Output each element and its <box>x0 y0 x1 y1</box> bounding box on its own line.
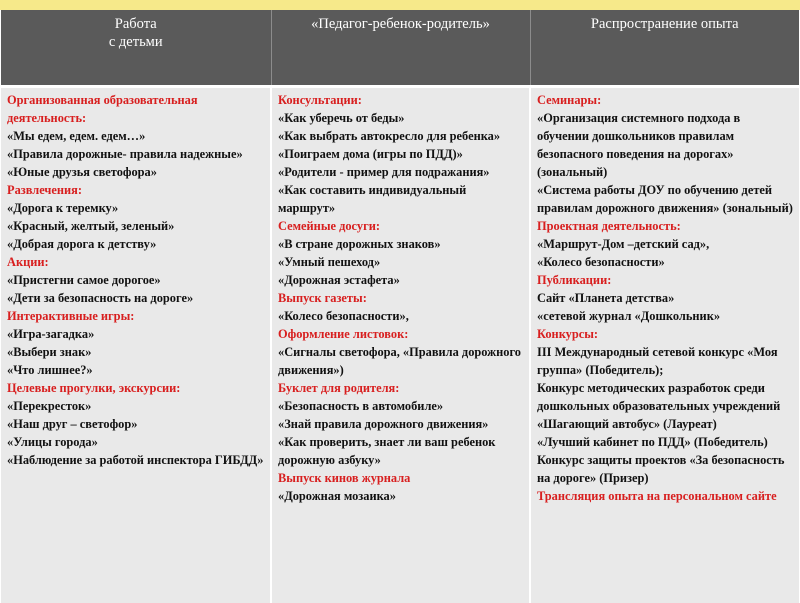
list-item: «Юные друзья светофора» <box>7 163 266 181</box>
list-item: «Сигналы светофора, «Правила дорожного движения») <box>278 343 525 379</box>
content-row <box>1 87 799 603</box>
list-item: III Международный сетевой конкурс «Моя группа» (Победитель); <box>537 343 795 379</box>
top-stripe <box>0 0 800 10</box>
section-heading: Организованная образовательная деятельность: <box>7 91 266 127</box>
list-item: «Красный, желтый, зеленый» <box>7 217 266 235</box>
list-item: «Как составить индивидуальный маршрут» <box>278 181 525 217</box>
list-item: «Пристегни самое дорогое» <box>7 271 266 289</box>
list-item: «Колесо безопасности», <box>278 307 525 325</box>
list-item: «Что лишнее?» <box>7 361 266 379</box>
experience-table <box>1 10 799 603</box>
list-item: «Дорожная мозаика» <box>278 487 525 505</box>
list-item: «Как проверить, знает ли ваш ребенок дорожную азбуку» <box>278 433 525 469</box>
list-item: «Наблюдение за работой инспектора ГИБДД» <box>7 451 266 469</box>
section-heading: Семейные досуги: <box>278 217 525 235</box>
list-item: Конкурс методических разработок среди дошкольных образовательных учреждений «Шагающий автобус» (Лауреат) <box>537 379 795 433</box>
list-item: «Лучший кабинет по ПДД» (Победитель) <box>537 433 795 451</box>
list-item: «Наш друг – светофор» <box>7 415 266 433</box>
header-col-teacher-child-parent: «Педагог-ребенок-родитель» <box>271 10 530 87</box>
list-item: «Выбери знак» <box>7 343 266 361</box>
list-item: «Перекресток» <box>7 397 266 415</box>
list-item: «Улицы города» <box>7 433 266 451</box>
header-col-children: Работа с детьми <box>1 10 271 87</box>
list-item: «Дорожная эстафета» <box>278 271 525 289</box>
list-item: «Умный пешеход» <box>278 253 525 271</box>
section-heading: Развлечения: <box>7 181 266 199</box>
list-item: «Безопасность в автомобиле» <box>278 397 525 415</box>
cell-experience-sharing <box>530 87 799 603</box>
list-item: «Как уберечь от беды» <box>278 109 525 127</box>
section-heading: Конкурсы: <box>537 325 795 343</box>
section-heading: Целевые прогулки, экскурсии: <box>7 379 266 397</box>
list-item: «Добрая дорога к детству» <box>7 235 266 253</box>
list-item: «Как выбрать автокресло для ребенка» <box>278 127 525 145</box>
section-heading: Оформление листовок: <box>278 325 525 343</box>
list-item: Конкурс защиты проектов «За безопасность на дороге» (Призер) <box>537 451 795 487</box>
list-item: «Поиграем дома (игры по ПДД)» <box>278 145 525 163</box>
list-item: «Маршрут-Дом –детский сад», <box>537 235 795 253</box>
list-item: Сайт «Планета детства» <box>537 289 795 307</box>
section-heading: Выпуск газеты: <box>278 289 525 307</box>
list-item: «Организация системного подхода в обучении дошкольников правилам безопасного поведения на дорогах» (зональный) <box>537 109 795 181</box>
list-item: «Правила дорожные- правила надежные» <box>7 145 266 163</box>
cell-teacher-child-parent <box>271 87 530 603</box>
section-heading: Проектная деятельность: <box>537 217 795 235</box>
section-heading: Буклет для родителя: <box>278 379 525 397</box>
list-item: «Игра-загадка» <box>7 325 266 343</box>
section-heading: Консультации: <box>278 91 525 109</box>
section-heading: Акции: <box>7 253 266 271</box>
list-item: «Дорога к теремку» <box>7 199 266 217</box>
list-item: «сетевой журнал «Дошкольник» <box>537 307 795 325</box>
section-heading: Публикации: <box>537 271 795 289</box>
list-item: «Мы едем, едем. едем…» <box>7 127 266 145</box>
list-item: «Система работы ДОУ по обучению детей правилам дорожного движения» (зональный) <box>537 181 795 217</box>
section-heading: Выпуск кинов журнала <box>278 469 525 487</box>
section-heading: Семинары: <box>537 91 795 109</box>
list-item: «Родители - пример для подражания» <box>278 163 525 181</box>
list-item: «Знай правила дорожного движения» <box>278 415 525 433</box>
list-item: «Дети за безопасность на дороге» <box>7 289 266 307</box>
header-col-experience: Распространение опыта <box>530 10 799 87</box>
cell-children-work <box>1 87 271 603</box>
section-heading: Трансляция опыта на персональном сайте <box>537 487 795 505</box>
section-heading: Интерактивные игры: <box>7 307 266 325</box>
header-row <box>1 10 799 87</box>
list-item: «Колесо безопасности» <box>537 253 795 271</box>
table-container <box>1 10 800 600</box>
list-item: «В стране дорожных знаков» <box>278 235 525 253</box>
